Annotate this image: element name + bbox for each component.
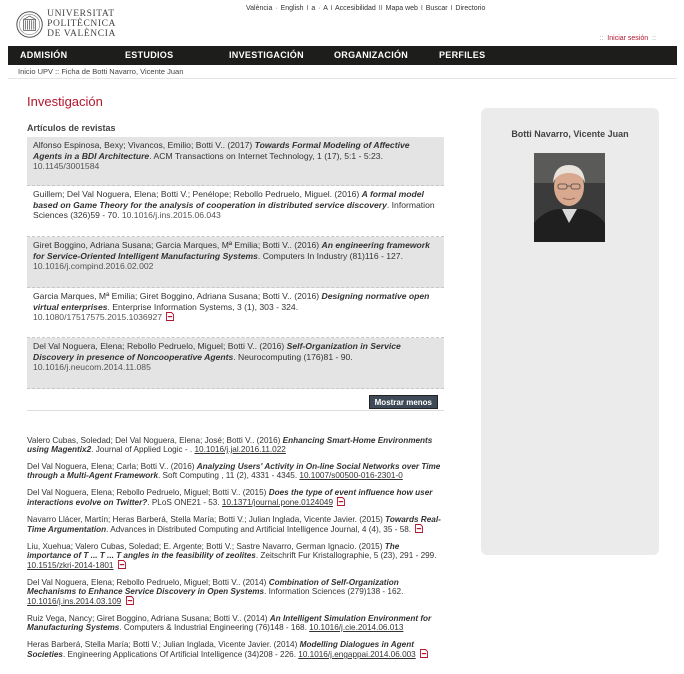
pdf-icon[interactable] (126, 596, 134, 605)
article-authors: Del Val Noguera, Elena; Rebollo Pedruelo, Miguel; Botti V.. (2014) (27, 578, 267, 587)
article-title: Towards Real-Time Argumentation (27, 515, 441, 534)
article-source: . Neurocomputing (176)81 - 90. (233, 351, 353, 362)
list-item (27, 288, 444, 338)
article-authors: Heras Barberá, Stella María; Botti V.; Julian Inglada, Vicente Javier. (2014) (27, 640, 298, 649)
separator: I (420, 5, 423, 12)
article-source: . Journal of Applied Logic - . (91, 445, 193, 454)
article-authors: Del Val Noguera, Elena; Carla; Botti V.. (2016) (27, 462, 195, 471)
nav-investigacion[interactable]: INVESTIGACIÓN (229, 50, 304, 60)
article-source: . Information Sciences (326)59 - 70. (33, 199, 435, 220)
article-title: Enhancing Smart-Home Environments using Magentix2 (27, 436, 433, 454)
article-source: . Information Sciences (279)138 - 162. (264, 587, 404, 596)
article-authors: Garcia Marques, Mª Emilia; Giret Boggino, Adriana Susana; Botti V.. (2016) (33, 291, 320, 301)
list-item (27, 462, 444, 480)
article-title: Combination of Self-Organization Mechanisms to Enhance Service Discovery in Open Systems (27, 578, 399, 596)
other-articles-list (27, 436, 444, 667)
list-item (27, 186, 444, 237)
article-title: Designing normative open virtual enterprises (33, 291, 430, 312)
article-authors: Valero Cubas, Soledad; Del Val Noguera, Elena; José; Botti V.. (2016) (27, 436, 281, 445)
profile-photo (534, 153, 605, 242)
article-source: . PLoS ONE21 - 53. (147, 498, 220, 507)
sitemap-link[interactable]: Mapa web (385, 5, 418, 12)
show-less-button[interactable]: Mostrar menos (369, 395, 438, 409)
article-doi-link[interactable]: 10.1016/j.ins.2014.03.109 (27, 597, 122, 606)
nav-admision[interactable]: ADMISIÓN (20, 50, 68, 60)
show-less-row (27, 390, 444, 411)
pdf-icon[interactable] (118, 560, 126, 569)
list-item (27, 542, 444, 570)
top-links (246, 5, 485, 12)
pdf-icon[interactable] (337, 497, 345, 506)
article-authors: Del Val Noguera, Elena; Rebollo Pedruelo, Miguel; Botti V.. (2016) (33, 341, 285, 351)
list-item (27, 436, 444, 454)
separator: I (306, 5, 309, 12)
separator: · (275, 5, 278, 12)
article-title: Towards Formal Modeling of Affective Agents in a BDI Architecture (33, 140, 410, 161)
article-doi-link[interactable]: 10.1016/j.engappai.2014.06.003 (298, 650, 416, 659)
search-link[interactable]: Buscar (425, 5, 448, 12)
login-link[interactable]: Iniciar sesión (607, 35, 649, 42)
article-title: An Intelligent Simulation Environment for Manufacturing Systems (27, 614, 432, 632)
article-authors: Alfonso Espinosa, Bexy; Vivancos, Emilio; Botti V.. (2017) (33, 140, 253, 150)
directory-link[interactable]: Directorio (455, 5, 486, 12)
article-authors: Liu, Xuehua; Valero Cubas, Soledad; E. Argente; Botti V.; Sastre Navarro, German Ignacio. (2015) (27, 542, 383, 551)
login-area (597, 35, 658, 42)
article-title: The importance of T ... T ... T angles in the feasibility of zeolites (27, 542, 400, 560)
article-doi-link[interactable]: 10.1515/zkri-2014-1801 (27, 561, 114, 570)
article-doi-link[interactable]: 10.1145/3001584 (33, 161, 100, 171)
list-item (27, 237, 444, 288)
article-source: . ACM Transactions on Internet Technology, 1 (17), 5:1 - 5:23. (149, 150, 383, 161)
article-doi-link[interactable]: 10.1007/s00500-016-2301-0 (299, 471, 403, 480)
article-source: . Soft Computing , 11 (2), 4331 - 4345. (158, 471, 298, 480)
separator: II (378, 5, 383, 12)
article-authors: Ruiz Vega, Nancy; Giret Boggino, Adriana Susana; Botti V.. (2014) (27, 614, 268, 623)
profile-name: Botti Navarro, Vicente Juan (511, 129, 629, 139)
article-authors: Del Val Noguera, Elena; Rebollo Pedruelo, Miguel; Botti V.. (2015) (27, 488, 267, 497)
page-title: Investigación (27, 94, 103, 109)
list-item (27, 338, 444, 389)
main-nav (8, 46, 677, 65)
logo-line: DE VALÈNCIA (47, 29, 116, 39)
article-title: A formal model based on Game Theory for the analysis of cooperation in distributed service discovery (33, 189, 424, 210)
logo-line: UNIVERSITAT (47, 9, 115, 19)
profile-card (481, 108, 659, 555)
list-item (27, 488, 444, 507)
article-authors: Guillem; Del Val Noguera, Elena; Botti V.; Penélope; Rebollo Pedruelo, Miguel. (2016) (33, 189, 360, 199)
separator: I (450, 5, 453, 12)
separator: · (318, 5, 321, 12)
article-source: . Computers In Industry (81)116 - 127. (257, 250, 403, 261)
nav-organizacion[interactable]: ORGANIZACIÓN (334, 50, 409, 60)
article-doi-link[interactable]: 10.1016/j.cie.2014.06.013 (309, 623, 404, 632)
university-seal-icon (16, 9, 43, 40)
journal-articles-list (27, 137, 444, 389)
article-source: . Zeitschrift Fur Kristallographie, 5 (23), 291 - 299. (255, 551, 437, 560)
pdf-icon[interactable] (415, 524, 423, 533)
article-doi-link[interactable]: 10.1016/j.compind.2016.02.002 (33, 261, 154, 271)
lang-valencia-link[interactable]: València (246, 5, 273, 12)
breadcrumb[interactable]: Inicio UPV :: Ficha de Botti Navarro, Vicente Juan (8, 65, 677, 79)
list-item (27, 515, 444, 534)
article-source: . Engineering Applications Of Artificial Intelligence (34)208 - 226. (62, 650, 296, 659)
article-doi-link[interactable]: 10.1371/journal.pone.0124049 (221, 498, 334, 507)
accessibility-link[interactable]: Accesibilidad (334, 5, 376, 12)
logo-text (47, 9, 116, 39)
pdf-icon[interactable] (166, 312, 174, 321)
upv-logo[interactable] (16, 7, 116, 41)
nav-estudios[interactable]: ESTUDIOS (125, 50, 174, 60)
article-doi-link[interactable]: 10.1016/j.neucom.2014.11.085 (33, 362, 151, 372)
article-authors: Giret Boggino, Adriana Susana; Garcia Marques, Mª Emilia; Botti V.. (2016) (33, 240, 320, 250)
article-title: Modelling Dialogues in Agent Societies (27, 640, 414, 659)
article-title: An engineering framework for Service-Oriented Intelligent Manufacturing Systems (33, 240, 430, 261)
login-prefix: :: (599, 35, 604, 42)
article-source: . Enterprise Information Systems, 3 (1), 303 - 324. (107, 301, 299, 312)
article-doi-link[interactable]: 10.1016/j.ins.2015.06.043 (121, 210, 221, 220)
separator: I (330, 5, 333, 12)
lang-english-link[interactable]: English (280, 5, 304, 12)
article-source: . Advances in Distributed Computing and Artificial Intelligence Journal, 4 (4), 35 - 58. (106, 525, 412, 534)
article-title: Does the type of event influence how user interactions evolve on Twitter? (27, 488, 433, 507)
list-item (27, 614, 444, 632)
section-title: Artículos de revistas (27, 123, 116, 133)
article-title: Self-Organization in Service Discovery in presence of Noncooperative Agents (33, 341, 401, 362)
nav-perfiles[interactable]: PERFILES (439, 50, 486, 60)
article-title: Analyzing Users' Activity in On-line Social Networks over Time through a Multi-Agent Framework (27, 462, 441, 480)
article-doi-link[interactable]: 10.1016/j.jal.2016.11.022 (194, 445, 286, 454)
login-suffix: :: (652, 35, 656, 42)
article-authors: Navarro Llácer, Martín; Heras Barberá, Stella María; Botti V.; Julian Inglada, Vicente Javier. (2015) (27, 515, 383, 524)
article-doi-link[interactable]: 10.1080/17517575.2015.1036927 (33, 312, 163, 322)
font-smaller-link[interactable]: a (311, 5, 316, 12)
pdf-icon[interactable] (420, 649, 428, 658)
font-larger-link[interactable]: A (323, 5, 328, 12)
list-item (27, 137, 444, 186)
list-item (27, 640, 444, 659)
logo-line: POLITÈCNICA (47, 19, 116, 29)
article-source: . Computers & Industrial Engineering (76)148 - 168. (119, 623, 307, 632)
list-item (27, 578, 444, 606)
